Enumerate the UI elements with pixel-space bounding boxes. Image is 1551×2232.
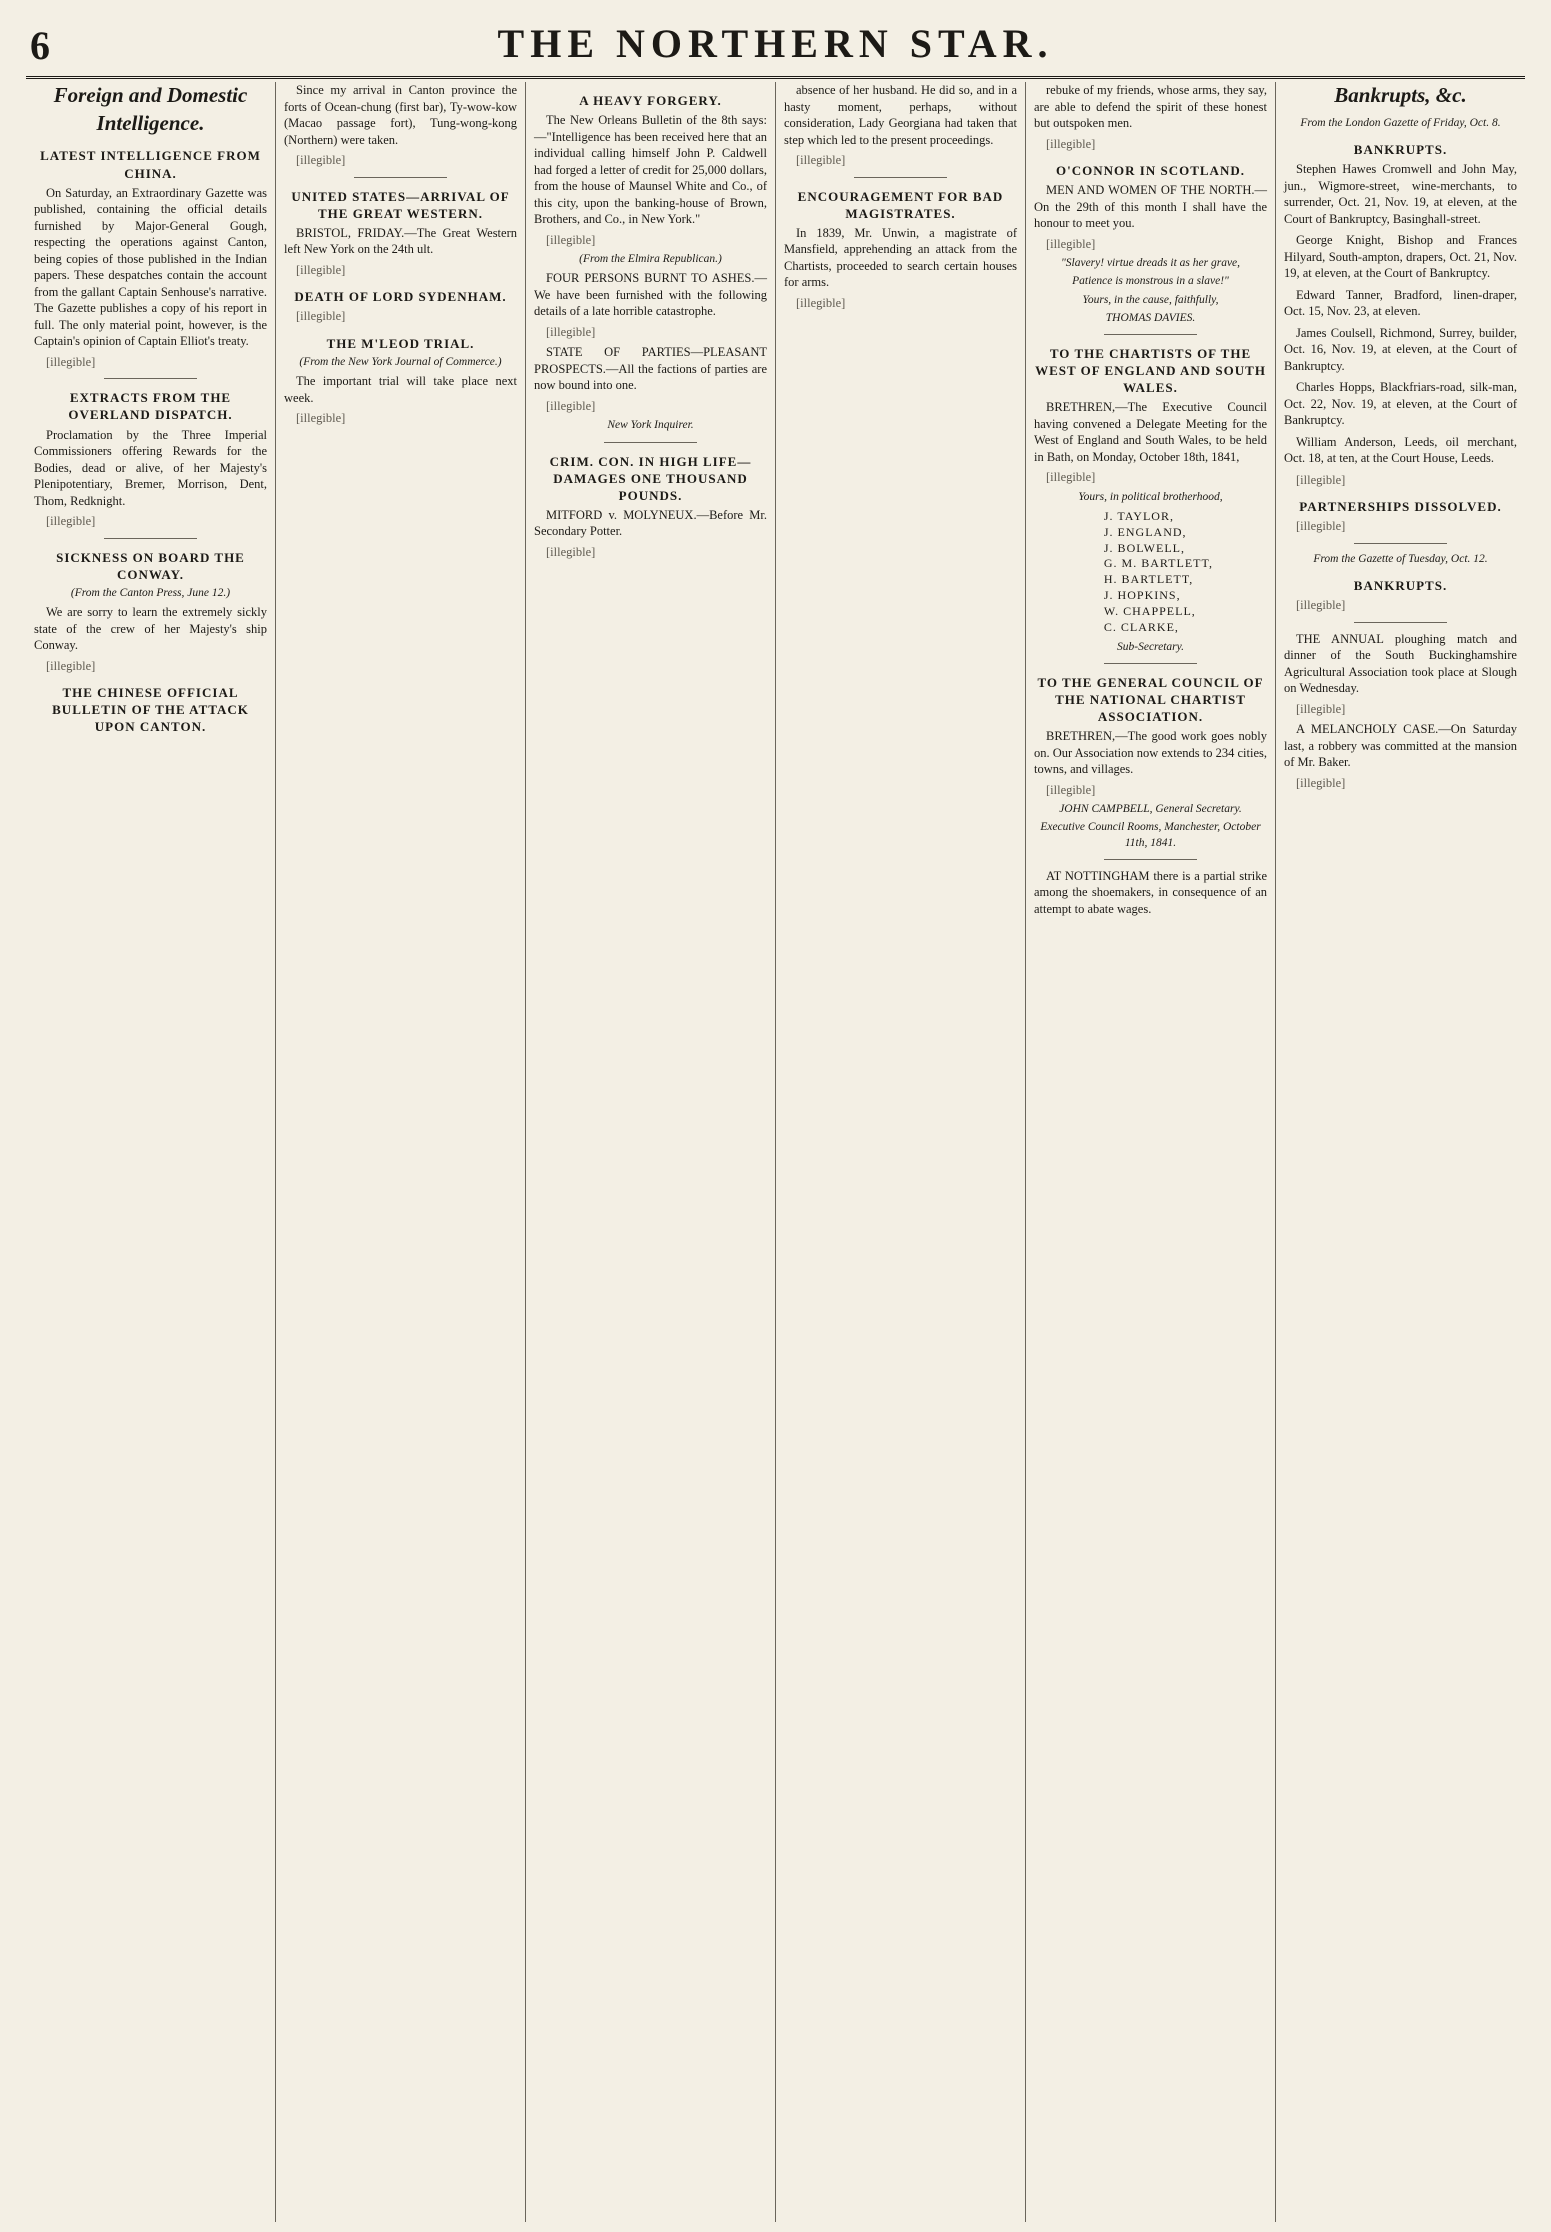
- article-body: [illegible]: [46, 514, 96, 529]
- signatory: H. BARTLETT,: [1103, 572, 1194, 587]
- article-heading-chartists-west: TO THE CHARTISTS OF THE WEST OF ENGLAND AND SOUTH WALES.: [1035, 345, 1266, 396]
- article-body: [illegible]: [296, 262, 346, 277]
- article-lead: We are sorry to learn the extremely sickly state of the crew of her Majesty's ship Conway.: [34, 605, 267, 653]
- divider: [1104, 334, 1197, 335]
- article-heading-great-western: UNITED STATES—ARRIVAL OF THE GREAT WESTERN.: [291, 188, 510, 221]
- bankrupt-entry: Charles Hopps, Blackfriars-road, silk-man, Oct. 22, Nov. 19, at eleven, at the Court of Bankruptcy.: [1284, 380, 1517, 428]
- divider: [1104, 859, 1197, 860]
- article-heading-chinese-bulletin: THE CHINESE OFFICIAL BULLETIN OF THE ATTACK UPON CANTON.: [52, 685, 249, 735]
- article-heading-forgery: A HEAVY FORGERY.: [579, 93, 722, 108]
- bankrupt-entry: Edward Tanner, Bradford, linen-draper, Oct. 15, Nov. 23, at eleven.: [1284, 287, 1517, 319]
- signatory-list: [1034, 509, 1267, 636]
- signatory: J. TAYLOR,: [1103, 508, 1174, 523]
- article-lead: A MELANCHOLY CASE.—On Saturday last, a robbery was committed at the mansion of Mr. Baker.: [1284, 722, 1517, 770]
- gazette-source: From the Gazette of Tuesday, Oct. 12.: [1313, 552, 1488, 565]
- article-lead: On Saturday, an Extraordinary Gazette was published, containing the official details furnished by Major-General Gough, respecting the operations against Canton, being copies of those published in the Indian papers. These despatches contain the account from the gallant Captain Senhouse's narrative. The Gazette publishes a copy of his report in full. The only material point, however, is the Captain's opinion of Captain Elliot's treaty.: [34, 185, 267, 349]
- article-lead: FOUR PERSONS BURNT TO ASHES.—We have been furnished with the following details of a late horrible catastrophe.: [534, 271, 767, 319]
- article-body: [illegible]: [546, 544, 596, 559]
- bankrupts-list: [1284, 161, 1517, 467]
- newspaper-title: THE NORTHERN STAR.: [497, 21, 1054, 66]
- section-heading-foreign-domestic: Foreign and Domestic Intelligence.: [53, 83, 248, 135]
- bankrupts-heading: BANKRUPTS.: [1353, 577, 1448, 593]
- article-body: [illegible]: [1296, 701, 1346, 716]
- article-lead: MEN AND WOMEN OF THE NORTH.—On the 29th of this month I shall have the honour to meet you.: [1034, 183, 1267, 231]
- column-3: [526, 82, 776, 2222]
- article-heading-bad-magistrates: ENCOURAGEMENT FOR BAD MAGISTRATES.: [797, 188, 1004, 221]
- page-number: 6: [30, 23, 50, 68]
- gazette-source: From the London Gazette of Friday, Oct. 8.: [1300, 116, 1501, 129]
- column-5: [1026, 82, 1276, 2222]
- article-body: [illegible]: [1046, 782, 1096, 797]
- bankrupts-body: [illegible]: [1296, 598, 1346, 613]
- article-lead: STATE OF PARTIES—PLEASANT PROSPECTS.—All the factions of parties are now bound into one.: [534, 345, 767, 393]
- dateline: Executive Council Rooms, Manchester, October 11th, 1841.: [1040, 821, 1261, 849]
- article-body: [illegible]: [296, 153, 346, 167]
- bankrupt-entry: James Coulsell, Richmond, Surrey, builder, Oct. 16, Nov. 19, at eleven, at the Court of Bankruptcy.: [1284, 325, 1517, 373]
- partnerships-heading: PARTNERSHIPS DISSOLVED.: [1299, 499, 1502, 515]
- article-lead: The New Orleans Bulletin of the 8th says:—"Intelligence has been received here that an individual calling himself John P. Caldwell had forged a letter of credit for 25,000 dollars, from the house of Maunsel White and Co., of this city, upon the banking-house of Brown, Brothers, and Co., in New York.": [534, 113, 767, 227]
- column-2: [276, 82, 526, 2222]
- signatory: J. BOLWELL,: [1103, 540, 1185, 555]
- article-lead: rebuke of my friends, whose arms, they say, are able to defend the spirit of these honest but outspoken men.: [1034, 83, 1267, 130]
- verse-line: "Slavery! virtue dreads it as her grave,: [1060, 257, 1241, 270]
- divider: [1354, 543, 1447, 544]
- article-body: [illegible]: [46, 658, 96, 673]
- bankrupts-heading: BANKRUPTS.: [1353, 141, 1448, 157]
- signatory: W. CHAPPELL,: [1103, 603, 1196, 618]
- article-source: (From the Elmira Republican.): [579, 253, 722, 266]
- signature-name: THOMAS DAVIES.: [1105, 311, 1196, 324]
- article-lead: BRETHREN,—The Executive Council having convened a Delegate Meeting for the West of England and South Wales, to be held in Bath, on Monday, October 18th, 1841,: [1034, 400, 1267, 464]
- article-heading-mleod-trial: THE M'LEOD TRIAL.: [326, 335, 475, 351]
- article-lead: Since my arrival in Canton province the forts of Ocean-chung (first bar), Ty-wow-kow (Macao passage fort), Tung-wong-kong (Northern) were taken.: [284, 83, 517, 147]
- article-body: [illegible]: [296, 411, 346, 426]
- article-lead: AT NOTTINGHAM there is a partial strike among the shoemakers, in consequence of an attempt to abate wages.: [1034, 868, 1267, 916]
- column-1: [26, 82, 276, 2222]
- divider: [854, 177, 947, 178]
- signature-name: JOHN CAMPBELL, General Secretary.: [1059, 803, 1242, 816]
- article-body: [illegible]: [46, 354, 96, 369]
- signatory: J. HOPKINS,: [1103, 588, 1181, 603]
- bankrupts-more: [illegible]: [1296, 472, 1346, 487]
- bankrupt-entry: George Knight, Bishop and Frances Hilyard, South-ampton, drapers, Oct. 21, Nov. 19, at eleven, at the Court of Bankruptcy.: [1284, 233, 1517, 281]
- sub-secretary-label: Sub-Secretary.: [1117, 640, 1184, 653]
- article-lead: THE ANNUAL ploughing match and dinner of the South Buckinghamshire Agricultural Association took place at Slough on Wednesday.: [1284, 631, 1517, 696]
- divider: [104, 538, 197, 539]
- article-body: [illegible]: [796, 153, 846, 167]
- article-body: [illegible]: [296, 309, 346, 324]
- divider: [104, 378, 197, 379]
- bankrupt-entry: Stephen Hawes Cromwell and John May, jun., Wigmore-street, wine-merchants, to surrender, Oct. 21, Nov. 19, at eleven, at the Court of Bankruptcy, Basinghall-street.: [1284, 162, 1517, 226]
- section-heading-bankrupts: Bankrupts, &c.: [1334, 83, 1467, 107]
- signatory: C. CLARKE,: [1103, 619, 1179, 634]
- article-lead: The important trial will take place next week.: [284, 374, 517, 405]
- bankrupt-entry: William Anderson, Leeds, oil merchant, Oct. 18, at ten, at the Court House, Leeds.: [1284, 434, 1517, 466]
- article-lead: BRETHREN,—The good work goes nobly on. Our Association now extends to 234 cities, towns, and villages.: [1034, 729, 1267, 777]
- article-heading-crim-con: CRIM. CON. IN HIGH LIFE—DAMAGES ONE THOUSAND POUNDS.: [549, 453, 752, 503]
- signature-line: Yours, in political brotherhood,: [1078, 490, 1223, 503]
- divider: [354, 177, 447, 178]
- article-source: (From the Canton Press, June 12.): [70, 586, 231, 599]
- article-heading-general-council: TO THE GENERAL COUNCIL OF THE NATIONAL CHARTIST ASSOCIATION.: [1037, 674, 1264, 725]
- divider: [604, 442, 697, 443]
- signatory: J. ENGLAND,: [1103, 524, 1187, 539]
- article-source: (From the New York Journal of Commerce.): [299, 356, 502, 369]
- article-body: [illegible]: [1296, 775, 1346, 790]
- article-heading-oconnor-scotland: O'CONNOR IN SCOTLAND.: [1056, 163, 1245, 178]
- column-4: [776, 82, 1026, 2222]
- article-lead: absence of her husband. He did so, and in a hasty moment, perhaps, without consideration, Lady Georgiana had taken that step which led to the present proceedings.: [784, 83, 1017, 147]
- article-source: New York Inquirer.: [607, 419, 694, 432]
- article-body: [illegible]: [796, 295, 846, 310]
- article-lead: BRISTOL, FRIDAY.—The Great Western left New York on the 24th ult.: [284, 225, 517, 257]
- article-heading-overland-dispatch: EXTRACTS FROM THE OVERLAND DISPATCH.: [68, 390, 233, 423]
- masthead: [26, 18, 1525, 79]
- signature-line: Yours, in the cause, faithfully,: [1082, 293, 1219, 306]
- divider: [1354, 622, 1447, 623]
- article-heading-conway: SICKNESS ON BOARD THE CONWAY.: [56, 549, 245, 582]
- article-heading-lord-sydenham: DEATH OF LORD SYDENHAM.: [294, 289, 507, 305]
- article-lead: Proclamation by the Three Imperial Commissioners offering Rewards for the Bodies, dead or alive, of her Majesty's Plenipotentiary, Bremer, Morrison, Dent, Thom, Redknight.: [34, 427, 267, 508]
- article-body: [illegible]: [1046, 470, 1096, 485]
- article-body: [illegible]: [1046, 136, 1096, 151]
- article-body: [illegible]: [546, 398, 596, 413]
- divider: [1104, 663, 1197, 664]
- article-body: [illegible]: [1046, 236, 1096, 251]
- article-lead: In 1839, Mr. Unwin, a magistrate of Mansfield, apprehending an attack from the Chartists, proceeded to search certain houses for arms.: [784, 225, 1017, 290]
- signatory: G. M. BARTLETT,: [1103, 556, 1213, 571]
- column-6: [1276, 82, 1525, 2222]
- columns-container: [26, 82, 1525, 2222]
- article-heading-china: LATEST INTELLIGENCE FROM CHINA.: [40, 148, 261, 181]
- article-lead: MITFORD v. MOLYNEUX.—Before Mr. Secondary Potter.: [534, 507, 767, 539]
- article-body: [illegible]: [546, 232, 596, 247]
- article-body: [illegible]: [546, 324, 596, 339]
- partnerships-body: [illegible]: [1296, 519, 1346, 534]
- verse-line: Patience is monstrous in a slave!": [1072, 275, 1229, 288]
